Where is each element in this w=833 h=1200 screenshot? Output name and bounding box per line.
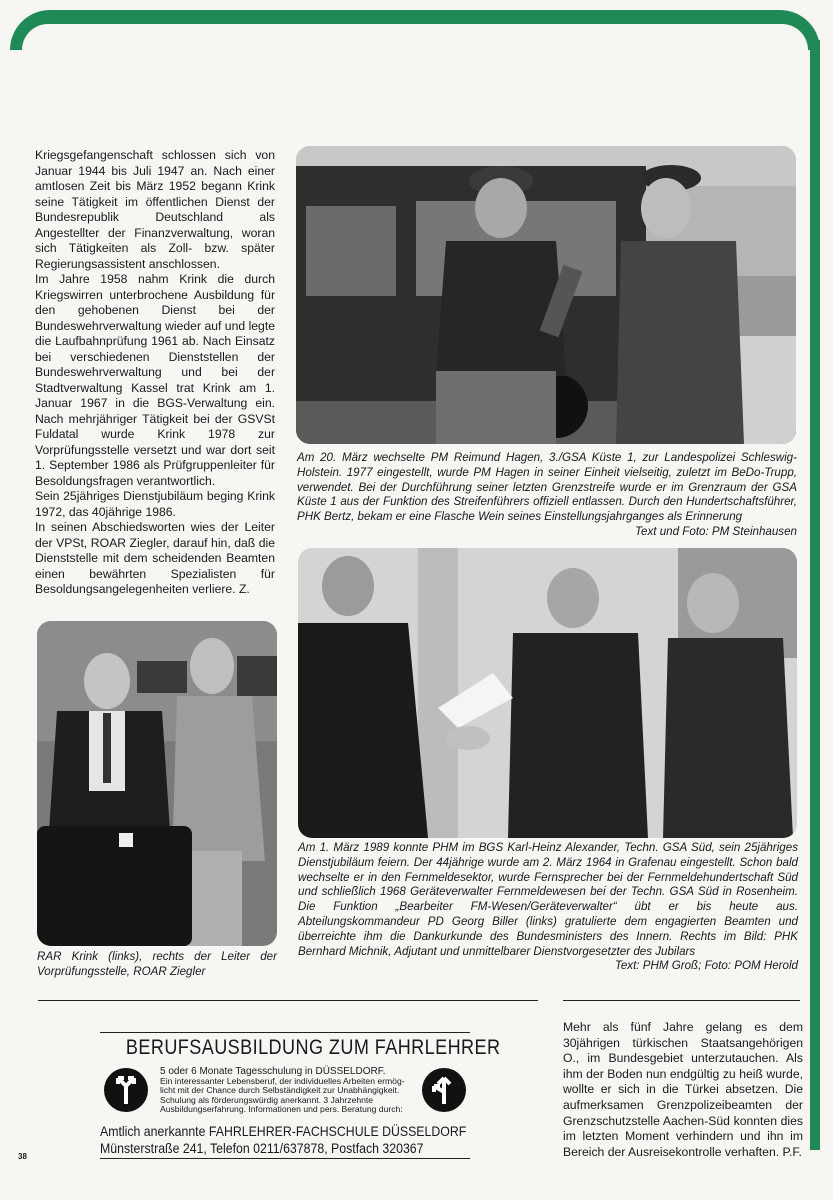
photo-krink-ziegler	[37, 621, 277, 946]
caption-anniversary	[298, 841, 798, 974]
ad-rule-bottom	[100, 1158, 470, 1159]
ad-title: BERUFSAUSBILDUNG ZUM FAHRLEHRER	[125, 1036, 501, 1059]
advertisement-driving-instructor	[100, 1036, 501, 1161]
article-paragraph: In seinen Abschiedsworten wies der Leiter der VPSt, ROAR Ziegler, darauf hin, daß die Dienststelle mit dem scheidenden Beamten einen bewährten Spezialisten für Besoldungsangelegenheiten verliere. Z.	[35, 520, 275, 596]
caption-van-handover	[297, 451, 797, 540]
ad-rule-top	[100, 1032, 470, 1033]
ad-line: Ausbildungserfahrung. Informationen und pers. Beratung durch:	[160, 1104, 403, 1115]
article-paragraph: Im Jahre 1958 nahm Krink die durch Kriegswirren unterbrochene Ausbildung für den gehobenen Dienst bei der Bundeswehrverwaltung wieder auf und legte die Laufbahnprüfung 1961 ab. Nach Einsatz bei verschiedenen Dienststellen der Bundeswehrverwaltung und bei der Stadtverwaltung Kassel trat Krink am 1. Januar 1967 in die BGS-Verwaltung ein. Nach mehrjähriger Tätigkeit bei der GSVSt Fuldatal wurde Krink 1978 zur Vorprüfungsstelle versetzt und war dort seit 1. September 1986 als Prüfgruppenleiter für Besoldungsfragen verantwortlich.	[35, 272, 275, 488]
article-paragraph: Kriegsgefangenschaft schlossen sich von Januar 1944 bis Juli 1947 an. Nach einer amtlosen Zeit bis März 1952 begann Krink seine Tätigkeit im öffentlichen Dienst der Bundesrepublik Deutschland als Angestellter der Finanzverwaltung, woran sich Tätigkeiten als Zoll- bzw. später Regierungsassistent anschlossen.	[35, 148, 275, 271]
page-number: 38	[18, 1152, 27, 1161]
road-sign-icon	[104, 1068, 148, 1112]
caption-text: Am 1. März 1989 konnte PHM im BGS Karl-Heinz Alexander, Techn. GSA Süd, sein 25jähriges Dienstjubiläum feiern. Der 44jährige wurde am 2. März 1964 in Grafenau eingestellt. Schon bald wechselte er in den Fernmeldesektor, wurde Fernsprecher bei der Fernmeldehundertschaft Süd und schließlich 1968 Geräteverwalter Fernmeldewesen bei der Techn. GSA Süd in Rosenheim. Die Funktion „Bearbeiter FM-Wesen/Geräteverwalter“ übt er bis heute aus. Abteilungskommandeur PD Georg Biller (links) gratulierte dem engagierten Beamten und überreichte ihm die Dankurkunde des Bundesministers des Innern. Rechts im Bild: PHK Bernhard Michnik, Adjutant und unmittelbarer Dienstvorgesetzter des Jubilars	[298, 841, 798, 958]
page-frame-inner	[22, 24, 808, 64]
ad-school: Amtlich anerkannte FAHRLEHRER-FACHSCHULE DÜSSELDORF	[100, 1123, 467, 1139]
caption-text: RAR Krink (links), rechts der Leiter der Vorprüfungsstelle, ROAR Ziegler	[37, 950, 277, 978]
ad-line: 5 oder 6 Monate Tagesschulung in DÜSSELDORF.	[160, 1066, 386, 1077]
page-frame-right	[810, 40, 820, 1150]
divider-right	[563, 1000, 800, 1001]
caption-credit: Text: PHM Groß; Foto: POM Herold	[614, 959, 798, 973]
ad-line: licht mit der Chance durch Selbständigkeit zur Unabhängigkeit.	[160, 1085, 400, 1096]
article-text	[35, 148, 275, 598]
photo-van-handover	[296, 146, 796, 444]
caption-credit: Text und Foto: PM Steinhausen	[635, 524, 797, 538]
divider-left	[38, 1000, 538, 1001]
road-sign-icon	[422, 1068, 466, 1112]
ad-line: Schulung als förderungswürdig anerkannt. 3 Jahrzehnte	[160, 1094, 374, 1105]
ad-line: Ein interessanter Lebensberuf, der individuelles Arbeiten ermög-	[160, 1075, 405, 1086]
ad-address: Münsterstraße 241, Telefon 0211/637878, Postfach 320367	[100, 1140, 424, 1156]
photo-anniversary-handshake	[298, 548, 797, 838]
ad-description	[160, 1067, 420, 1115]
ad-contact	[100, 1123, 467, 1157]
caption-text: Am 20. März wechselte PM Reimund Hagen, 3./GSA Küste 1, zur Landespolizei Schleswig-Holstein. 1977 eingestellt, wurde PM Hagen in seiner Einheit vielseitig, zuletzt im BeDo-Trupp, verwendet. Bei der Durchführung seiner letzten Grenzstreife wurde er im Grenzraum der GSA Küste 1 aus der Funktion des Streifenführers offiziell entlassen. Durch den Hundertschaftsführer, PHK Bertz, bekam er eine Flasche Wein seines Einstellungsjahrganges als Erinnerung	[297, 451, 797, 524]
article-paragraph: Sein 25jähriges Dienstjubiläum beging Krink 1972, das 40jährige 1986.	[35, 489, 275, 519]
caption-krink-ziegler	[37, 950, 277, 980]
brief-news-text: Mehr als fünf Jahre gelang es dem 30jährigen türkischen Staatsangehörigen O., im Bundesgebiet unterzutauchen. Als ihm der Boden nun endgültig zu heiß wurde, wollte er sich in die Türkei absetzen. Die aufmerksamen Grenzpolizeibeamten der Grenzschutzstelle Aachen-Süd konnten dies im letzten Moment verhindern und ihn im Bereich der Ausreisekontrolle verhaften. P.F.	[563, 1020, 803, 1159]
